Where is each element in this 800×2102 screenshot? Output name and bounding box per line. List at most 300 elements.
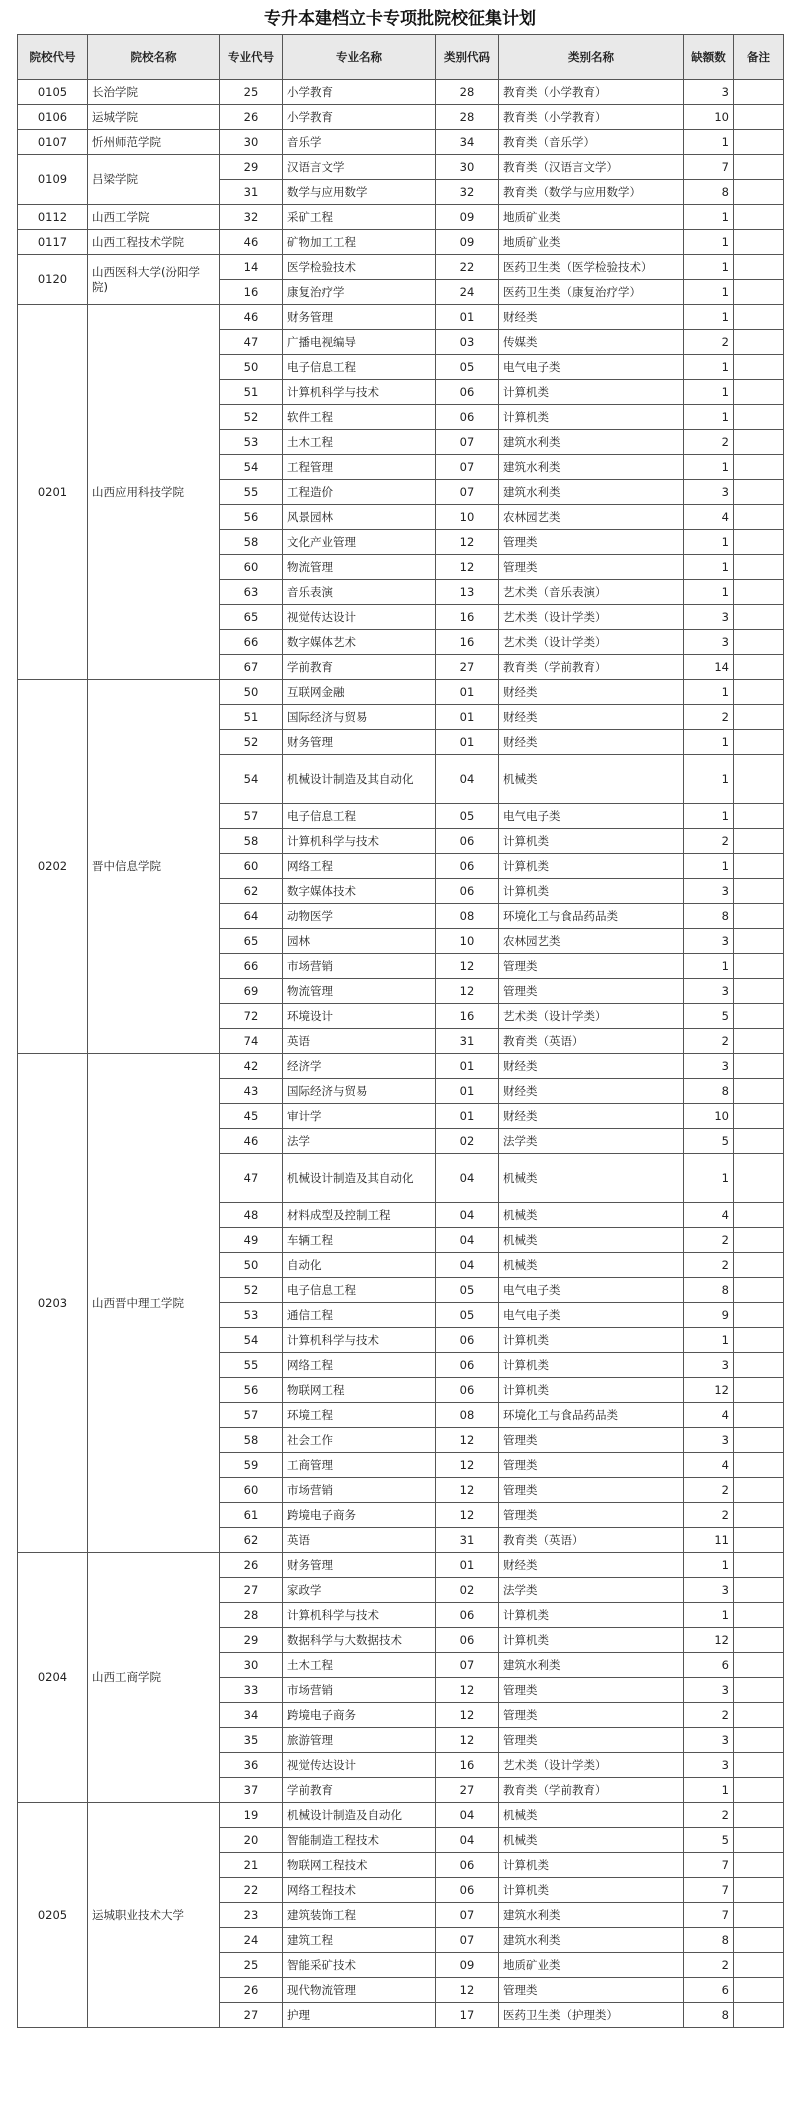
major-name-cell: 社会工作 [283, 1428, 436, 1453]
major-code-cell: 14 [220, 255, 283, 280]
vacancy-cell: 4 [684, 1453, 734, 1478]
major-name-cell: 跨境电子商务 [283, 1703, 436, 1728]
major-code-cell: 72 [220, 1004, 283, 1029]
vacancy-cell: 1 [684, 405, 734, 430]
note-cell [734, 555, 784, 580]
vacancy-cell: 4 [684, 1403, 734, 1428]
category-code-cell: 16 [436, 1004, 499, 1029]
vacancy-cell: 1 [684, 305, 734, 330]
category-code-cell: 30 [436, 155, 499, 180]
category-name-cell: 教育类（音乐学） [499, 130, 684, 155]
category-code-cell: 04 [436, 1803, 499, 1828]
major-name-cell: 工程造价 [283, 480, 436, 505]
major-code-cell: 19 [220, 1803, 283, 1828]
note-cell [734, 1878, 784, 1903]
major-code-cell: 46 [220, 305, 283, 330]
category-name-cell: 财经类 [499, 1079, 684, 1104]
category-name-cell: 计算机类 [499, 1878, 684, 1903]
category-name-cell: 教育类（英语） [499, 1029, 684, 1054]
major-name-cell: 市场营销 [283, 954, 436, 979]
major-code-cell: 27 [220, 1578, 283, 1603]
note-cell [734, 1129, 784, 1154]
major-name-cell: 环境设计 [283, 1004, 436, 1029]
note-cell [734, 1678, 784, 1703]
vacancy-cell: 1 [684, 954, 734, 979]
school-code-cell: 0117 [18, 230, 88, 255]
major-code-cell: 49 [220, 1228, 283, 1253]
major-name-cell: 网络工程 [283, 1353, 436, 1378]
note-cell [734, 1703, 784, 1728]
note-cell [734, 1603, 784, 1628]
major-name-cell: 计算机科学与技术 [283, 1328, 436, 1353]
vacancy-cell: 1 [684, 530, 734, 555]
major-name-cell: 跨境电子商务 [283, 1503, 436, 1528]
category-name-cell: 建筑水利类 [499, 455, 684, 480]
vacancy-cell: 3 [684, 979, 734, 1004]
school-name-cell: 山西工程技术学院 [88, 230, 220, 255]
major-code-cell: 29 [220, 1628, 283, 1653]
category-code-cell: 10 [436, 505, 499, 530]
note-cell [734, 1278, 784, 1303]
note-cell [734, 1303, 784, 1328]
vacancy-cell: 8 [684, 1079, 734, 1104]
major-name-cell: 物联网工程技术 [283, 1853, 436, 1878]
note-cell [734, 205, 784, 230]
table-row [18, 105, 784, 130]
category-name-cell: 艺术类（设计学类） [499, 1004, 684, 1029]
category-name-cell: 电气电子类 [499, 355, 684, 380]
note-cell [734, 730, 784, 755]
note-cell [734, 1978, 784, 2003]
table-row [18, 205, 784, 230]
major-code-cell: 66 [220, 630, 283, 655]
vacancy-cell: 5 [684, 1004, 734, 1029]
major-code-cell: 20 [220, 1828, 283, 1853]
category-code-cell: 04 [436, 1203, 499, 1228]
vacancy-cell: 3 [684, 1428, 734, 1453]
vacancy-cell: 2 [684, 705, 734, 730]
major-name-cell: 智能采矿技术 [283, 1953, 436, 1978]
major-code-cell: 30 [220, 130, 283, 155]
vacancy-cell: 3 [684, 630, 734, 655]
category-name-cell: 财经类 [499, 1553, 684, 1578]
major-code-cell: 52 [220, 1278, 283, 1303]
major-code-cell: 22 [220, 1878, 283, 1903]
major-name-cell: 土木工程 [283, 430, 436, 455]
major-name-cell: 机械设计制造及其自动化 [283, 755, 436, 804]
category-code-cell: 31 [436, 1029, 499, 1054]
note-cell [734, 1728, 784, 1753]
note-cell [734, 380, 784, 405]
category-code-cell: 06 [436, 1628, 499, 1653]
note-cell [734, 929, 784, 954]
header-school-code: 院校代号 [18, 35, 88, 80]
note-cell [734, 1154, 784, 1203]
category-code-cell: 07 [436, 1928, 499, 1953]
vacancy-cell: 6 [684, 1653, 734, 1678]
major-name-cell: 学前教育 [283, 655, 436, 680]
note-cell [734, 655, 784, 680]
note-cell [734, 804, 784, 829]
major-code-cell: 55 [220, 480, 283, 505]
major-name-cell: 护理 [283, 2003, 436, 2028]
note-cell [734, 1553, 784, 1578]
major-name-cell: 法学 [283, 1129, 436, 1154]
vacancy-cell: 3 [684, 879, 734, 904]
category-name-cell: 财经类 [499, 705, 684, 730]
vacancy-cell: 3 [684, 605, 734, 630]
category-name-cell: 机械类 [499, 1203, 684, 1228]
school-code-cell: 0106 [18, 105, 88, 130]
note-cell [734, 879, 784, 904]
note-cell [734, 954, 784, 979]
category-code-cell: 16 [436, 605, 499, 630]
category-name-cell: 管理类 [499, 1478, 684, 1503]
category-code-cell: 10 [436, 929, 499, 954]
major-name-cell: 数据科学与大数据技术 [283, 1628, 436, 1653]
school-name-cell: 忻州师范学院 [88, 130, 220, 155]
note-cell [734, 355, 784, 380]
category-name-cell: 艺术类（音乐表演） [499, 580, 684, 605]
category-name-cell: 管理类 [499, 1978, 684, 2003]
note-cell [734, 1029, 784, 1054]
major-name-cell: 国际经济与贸易 [283, 705, 436, 730]
school-name-cell: 山西应用科技学院 [88, 305, 220, 680]
category-name-cell: 机械类 [499, 1228, 684, 1253]
category-name-cell: 计算机类 [499, 829, 684, 854]
vacancy-cell: 3 [684, 1678, 734, 1703]
school-code-cell: 0112 [18, 205, 88, 230]
category-name-cell: 地质矿业类 [499, 205, 684, 230]
category-code-cell: 07 [436, 1653, 499, 1678]
note-cell [734, 680, 784, 705]
table-row [18, 130, 784, 155]
category-name-cell: 计算机类 [499, 380, 684, 405]
major-code-cell: 63 [220, 580, 283, 605]
note-cell [734, 1104, 784, 1129]
category-code-cell: 06 [436, 380, 499, 405]
major-name-cell: 自动化 [283, 1253, 436, 1278]
category-name-cell: 财经类 [499, 305, 684, 330]
header-major-name: 专业名称 [283, 35, 436, 80]
major-name-cell: 电子信息工程 [283, 804, 436, 829]
category-name-cell: 管理类 [499, 1503, 684, 1528]
major-code-cell: 27 [220, 2003, 283, 2028]
header-vacancy: 缺额数 [684, 35, 734, 80]
note-cell [734, 330, 784, 355]
major-code-cell: 47 [220, 1154, 283, 1203]
category-name-cell: 管理类 [499, 1678, 684, 1703]
note-cell [734, 1478, 784, 1503]
category-code-cell: 16 [436, 1753, 499, 1778]
vacancy-cell: 3 [684, 80, 734, 105]
category-code-cell: 01 [436, 1104, 499, 1129]
category-code-cell: 06 [436, 1878, 499, 1903]
table-header-row [18, 35, 784, 80]
note-cell [734, 455, 784, 480]
note-cell [734, 1578, 784, 1603]
table-row [18, 1054, 784, 1079]
vacancy-cell: 8 [684, 180, 734, 205]
major-name-cell: 矿物加工工程 [283, 230, 436, 255]
major-code-cell: 58 [220, 1428, 283, 1453]
category-code-cell: 12 [436, 1728, 499, 1753]
major-code-cell: 25 [220, 80, 283, 105]
note-cell [734, 155, 784, 180]
category-code-cell: 12 [436, 555, 499, 580]
school-name-cell: 山西晋中理工学院 [88, 1054, 220, 1553]
category-code-cell: 01 [436, 730, 499, 755]
category-name-cell: 建筑水利类 [499, 1903, 684, 1928]
major-name-cell: 市场营销 [283, 1678, 436, 1703]
major-name-cell: 软件工程 [283, 405, 436, 430]
major-name-cell: 汉语言文学 [283, 155, 436, 180]
category-name-cell: 医药卫生类（护理类） [499, 2003, 684, 2028]
header-major-code: 专业代号 [220, 35, 283, 80]
major-code-cell: 64 [220, 904, 283, 929]
category-code-cell: 27 [436, 1778, 499, 1803]
table-row [18, 155, 784, 180]
category-code-cell: 12 [436, 1453, 499, 1478]
category-code-cell: 06 [436, 1328, 499, 1353]
vacancy-cell: 8 [684, 904, 734, 929]
major-name-cell: 计算机科学与技术 [283, 380, 436, 405]
major-code-cell: 65 [220, 929, 283, 954]
category-name-cell: 计算机类 [499, 405, 684, 430]
major-name-cell: 风景园林 [283, 505, 436, 530]
major-code-cell: 59 [220, 1453, 283, 1478]
major-name-cell: 广播电视编导 [283, 330, 436, 355]
category-name-cell: 管理类 [499, 1703, 684, 1728]
category-name-cell: 管理类 [499, 1728, 684, 1753]
major-name-cell: 电子信息工程 [283, 355, 436, 380]
category-code-cell: 01 [436, 705, 499, 730]
note-cell [734, 1203, 784, 1228]
major-name-cell: 车辆工程 [283, 1228, 436, 1253]
table-row [18, 80, 784, 105]
category-code-cell: 04 [436, 1228, 499, 1253]
major-code-cell: 45 [220, 1104, 283, 1129]
major-name-cell: 计算机科学与技术 [283, 1603, 436, 1628]
note-cell [734, 1428, 784, 1453]
major-code-cell: 61 [220, 1503, 283, 1528]
category-name-cell: 电气电子类 [499, 1303, 684, 1328]
category-code-cell: 12 [436, 530, 499, 555]
category-name-cell: 计算机类 [499, 854, 684, 879]
note-cell [734, 1628, 784, 1653]
major-code-cell: 28 [220, 1603, 283, 1628]
category-code-cell: 06 [436, 1853, 499, 1878]
major-name-cell: 物流管理 [283, 979, 436, 1004]
vacancy-cell: 1 [684, 680, 734, 705]
vacancy-cell: 3 [684, 480, 734, 505]
major-name-cell: 家政学 [283, 1578, 436, 1603]
note-cell [734, 1403, 784, 1428]
category-code-cell: 05 [436, 804, 499, 829]
major-name-cell: 学前教育 [283, 1778, 436, 1803]
major-name-cell: 材料成型及控制工程 [283, 1203, 436, 1228]
category-code-cell: 04 [436, 1154, 499, 1203]
note-cell [734, 105, 784, 130]
note-cell [734, 255, 784, 280]
category-code-cell: 34 [436, 130, 499, 155]
note-cell [734, 405, 784, 430]
category-code-cell: 09 [436, 1953, 499, 1978]
vacancy-cell: 1 [684, 555, 734, 580]
vacancy-cell: 8 [684, 1928, 734, 1953]
major-code-cell: 52 [220, 730, 283, 755]
vacancy-cell: 2 [684, 1228, 734, 1253]
major-code-cell: 65 [220, 605, 283, 630]
note-cell [734, 430, 784, 455]
major-code-cell: 21 [220, 1853, 283, 1878]
category-name-cell: 电气电子类 [499, 804, 684, 829]
major-code-cell: 48 [220, 1203, 283, 1228]
major-code-cell: 57 [220, 1403, 283, 1428]
category-code-cell: 04 [436, 1253, 499, 1278]
category-code-cell: 12 [436, 979, 499, 1004]
major-code-cell: 51 [220, 705, 283, 730]
category-name-cell: 财经类 [499, 680, 684, 705]
school-code-cell: 0203 [18, 1054, 88, 1553]
note-cell [734, 480, 784, 505]
category-code-cell: 02 [436, 1129, 499, 1154]
category-code-cell: 32 [436, 180, 499, 205]
major-code-cell: 53 [220, 1303, 283, 1328]
vacancy-cell: 1 [684, 280, 734, 305]
category-name-cell: 艺术类（设计学类） [499, 605, 684, 630]
note-cell [734, 2003, 784, 2028]
vacancy-cell: 3 [684, 1054, 734, 1079]
major-code-cell: 34 [220, 1703, 283, 1728]
note-cell [734, 1503, 784, 1528]
category-code-cell: 05 [436, 1278, 499, 1303]
category-name-cell: 计算机类 [499, 1628, 684, 1653]
table-row [18, 680, 784, 705]
vacancy-cell: 1 [684, 380, 734, 405]
major-name-cell: 财务管理 [283, 730, 436, 755]
note-cell [734, 80, 784, 105]
major-name-cell: 互联网金融 [283, 680, 436, 705]
major-name-cell: 计算机科学与技术 [283, 829, 436, 854]
page-title: 专升本建档立卡专项批院校征集计划 [264, 9, 536, 29]
school-name-cell: 运城职业技术大学 [88, 1803, 220, 2028]
category-code-cell: 08 [436, 904, 499, 929]
category-name-cell: 农林园艺类 [499, 505, 684, 530]
category-code-cell: 06 [436, 1378, 499, 1403]
major-code-cell: 62 [220, 1528, 283, 1553]
category-name-cell: 管理类 [499, 979, 684, 1004]
major-code-cell: 33 [220, 1678, 283, 1703]
major-name-cell: 国际经济与贸易 [283, 1079, 436, 1104]
vacancy-cell: 8 [684, 2003, 734, 2028]
category-code-cell: 31 [436, 1528, 499, 1553]
major-name-cell: 工程管理 [283, 455, 436, 480]
category-name-cell: 管理类 [499, 555, 684, 580]
category-code-cell: 22 [436, 255, 499, 280]
category-name-cell: 建筑水利类 [499, 480, 684, 505]
vacancy-cell: 1 [684, 230, 734, 255]
vacancy-cell: 1 [684, 205, 734, 230]
note-cell [734, 854, 784, 879]
category-name-cell: 计算机类 [499, 1353, 684, 1378]
category-code-cell: 04 [436, 1828, 499, 1853]
major-code-cell: 62 [220, 879, 283, 904]
note-cell [734, 829, 784, 854]
vacancy-cell: 2 [684, 1803, 734, 1828]
major-name-cell: 工商管理 [283, 1453, 436, 1478]
major-code-cell: 56 [220, 1378, 283, 1403]
major-code-cell: 46 [220, 230, 283, 255]
vacancy-cell: 1 [684, 355, 734, 380]
category-code-cell: 07 [436, 1903, 499, 1928]
school-code-cell: 0201 [18, 305, 88, 680]
major-code-cell: 58 [220, 530, 283, 555]
major-name-cell: 英语 [283, 1528, 436, 1553]
school-name-cell: 晋中信息学院 [88, 680, 220, 1054]
vacancy-cell: 1 [684, 580, 734, 605]
vacancy-cell: 4 [684, 1203, 734, 1228]
note-cell [734, 505, 784, 530]
school-name-cell: 吕梁学院 [88, 155, 220, 205]
major-code-cell: 60 [220, 854, 283, 879]
school-name-cell: 运城学院 [88, 105, 220, 130]
major-name-cell: 财务管理 [283, 1553, 436, 1578]
school-code-cell: 0109 [18, 155, 88, 205]
vacancy-cell: 14 [684, 655, 734, 680]
major-name-cell: 电子信息工程 [283, 1278, 436, 1303]
category-name-cell: 管理类 [499, 954, 684, 979]
category-name-cell: 机械类 [499, 755, 684, 804]
enrollment-plan-table [17, 34, 784, 2028]
major-name-cell: 康复治疗学 [283, 280, 436, 305]
vacancy-cell: 3 [684, 1728, 734, 1753]
note-cell [734, 1079, 784, 1104]
major-name-cell: 数字媒体技术 [283, 879, 436, 904]
category-code-cell: 08 [436, 1403, 499, 1428]
major-code-cell: 54 [220, 1328, 283, 1353]
note-cell [734, 1228, 784, 1253]
category-name-cell: 地质矿业类 [499, 1953, 684, 1978]
major-code-cell: 16 [220, 280, 283, 305]
note-cell [734, 1004, 784, 1029]
note-cell [734, 305, 784, 330]
category-name-cell: 建筑水利类 [499, 1653, 684, 1678]
category-name-cell: 教育类（英语） [499, 1528, 684, 1553]
major-code-cell: 54 [220, 455, 283, 480]
category-code-cell: 02 [436, 1578, 499, 1603]
category-code-cell: 17 [436, 2003, 499, 2028]
major-code-cell: 52 [220, 405, 283, 430]
note-cell [734, 1753, 784, 1778]
category-name-cell: 管理类 [499, 1453, 684, 1478]
major-name-cell: 环境工程 [283, 1403, 436, 1428]
major-code-cell: 46 [220, 1129, 283, 1154]
vacancy-cell: 1 [684, 130, 734, 155]
table-row [18, 1553, 784, 1578]
major-code-cell: 55 [220, 1353, 283, 1378]
major-code-cell: 53 [220, 430, 283, 455]
major-code-cell: 56 [220, 505, 283, 530]
major-name-cell: 通信工程 [283, 1303, 436, 1328]
category-name-cell: 财经类 [499, 1104, 684, 1129]
major-name-cell: 采矿工程 [283, 205, 436, 230]
major-name-cell: 数学与应用数学 [283, 180, 436, 205]
major-code-cell: 29 [220, 155, 283, 180]
category-code-cell: 09 [436, 230, 499, 255]
category-name-cell: 教育类（学前教育） [499, 655, 684, 680]
major-code-cell: 26 [220, 1553, 283, 1578]
